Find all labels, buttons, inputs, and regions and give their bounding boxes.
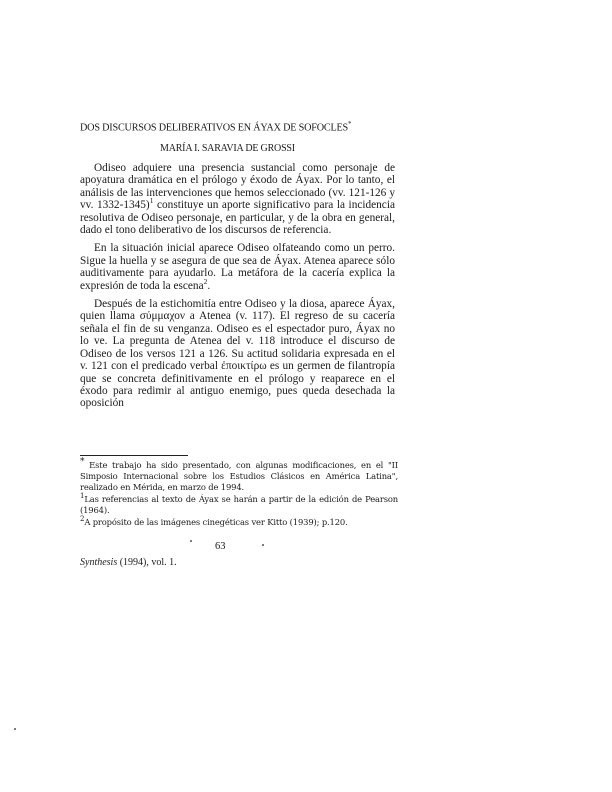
- paragraph-2-text-after: .: [207, 279, 211, 292]
- footnote-2: [80, 517, 398, 528]
- article-title-text: DOS DISCURSOS DELIBERATIVOS EN ÁYAX DE SOFOCLES: [80, 122, 348, 134]
- footnote-1-mark: 1: [80, 492, 85, 501]
- paragraph-1-text: Odiseo adquiere una presencia sustancial como personaje de apoyatura dramática en el prólogo y éxodo de Áyax. Por lo tanto, el análisis de las intervenciones que hemos seleccionado (vv. 121-126 y vv. 1332-1345): [80, 162, 395, 212]
- footnote-2-mark: 2: [80, 515, 85, 524]
- author-name: MARÍA I. SARAVIA DE GROSSI: [160, 143, 295, 154]
- paragraph-3-text: Después de la estichomitía entre Odiseo y la diosa, aparece Áyax, quien llama σύμμαχον a Atenea (v. 117). El regreso de su cacería señala el fin de su venganza. Odiseo es el espectador puro, Áyax no lo ve. La pregunta de Atenea del v. 118 introduce el discurso de Odiseo de los versos 121 a 126. Su actitud solidaria expresada en el v. 121 con el predicado verbal ἐποικτίρω es un germen de filantropía que se concreta definitivamente en el prólogo y reaparece en el éxodo para redimir al antiguo enemigo, pues queda desechada la oposición: [80, 298, 395, 410]
- paragraph-2: [80, 242, 395, 292]
- paragraph-3: [80, 298, 395, 410]
- footnote-2-text: A propósito de las imágenes cinegéticas ver Kitto (1939); p.120.: [84, 517, 348, 527]
- footnote-star: [80, 457, 398, 493]
- journal-details: (1994), vol. 1.: [117, 557, 177, 568]
- article-title: [80, 120, 380, 133]
- footnote-star-text: Este trabajo ha sido presentado, con algunas modificaciones, en el "II Simposio Internacional sobre los Estudios Clásicos en América Latina", realizado en Mérida, en marzo de 1994.: [80, 460, 398, 492]
- footnote-1-text: Las referencias al texto de Áyax se harán a partir de la edición de Pearson (1964).: [80, 494, 398, 515]
- scan-speck: [262, 544, 264, 546]
- footnote-ref-1: 1: [149, 196, 154, 206]
- footnote-1: [80, 494, 398, 516]
- body-text: [80, 162, 395, 410]
- scan-speck: [190, 540, 192, 542]
- page-number: 63: [215, 541, 226, 552]
- paragraph-1-text-after: constituye un aporte significativo para la incidencia resolutiva de Odiseo personaje, en particular, y de la obra en general, dado el tono deliberativo de los discursos de referencia.: [80, 199, 395, 237]
- journal-name: Synthesis: [80, 557, 118, 568]
- title-footnote-mark: *: [347, 120, 352, 128]
- footnote-ref-2: 2: [203, 276, 208, 286]
- footnotes: [80, 457, 398, 529]
- scan-speck: [14, 728, 16, 730]
- journal-citation: [80, 557, 177, 568]
- paragraph-1: [80, 162, 395, 236]
- paragraph-2-text: En la situación inicial aparece Odiseo olfateando como un perro. Sigue la huella y se asegura de que sea de Áyax. Atenea aparece sólo auditivamente para ayudarlo. La metáfora de la cacería explica la expresión de toda la escena: [80, 242, 395, 292]
- footnote-star-mark: *: [80, 457, 85, 468]
- footnote-divider: [80, 455, 188, 456]
